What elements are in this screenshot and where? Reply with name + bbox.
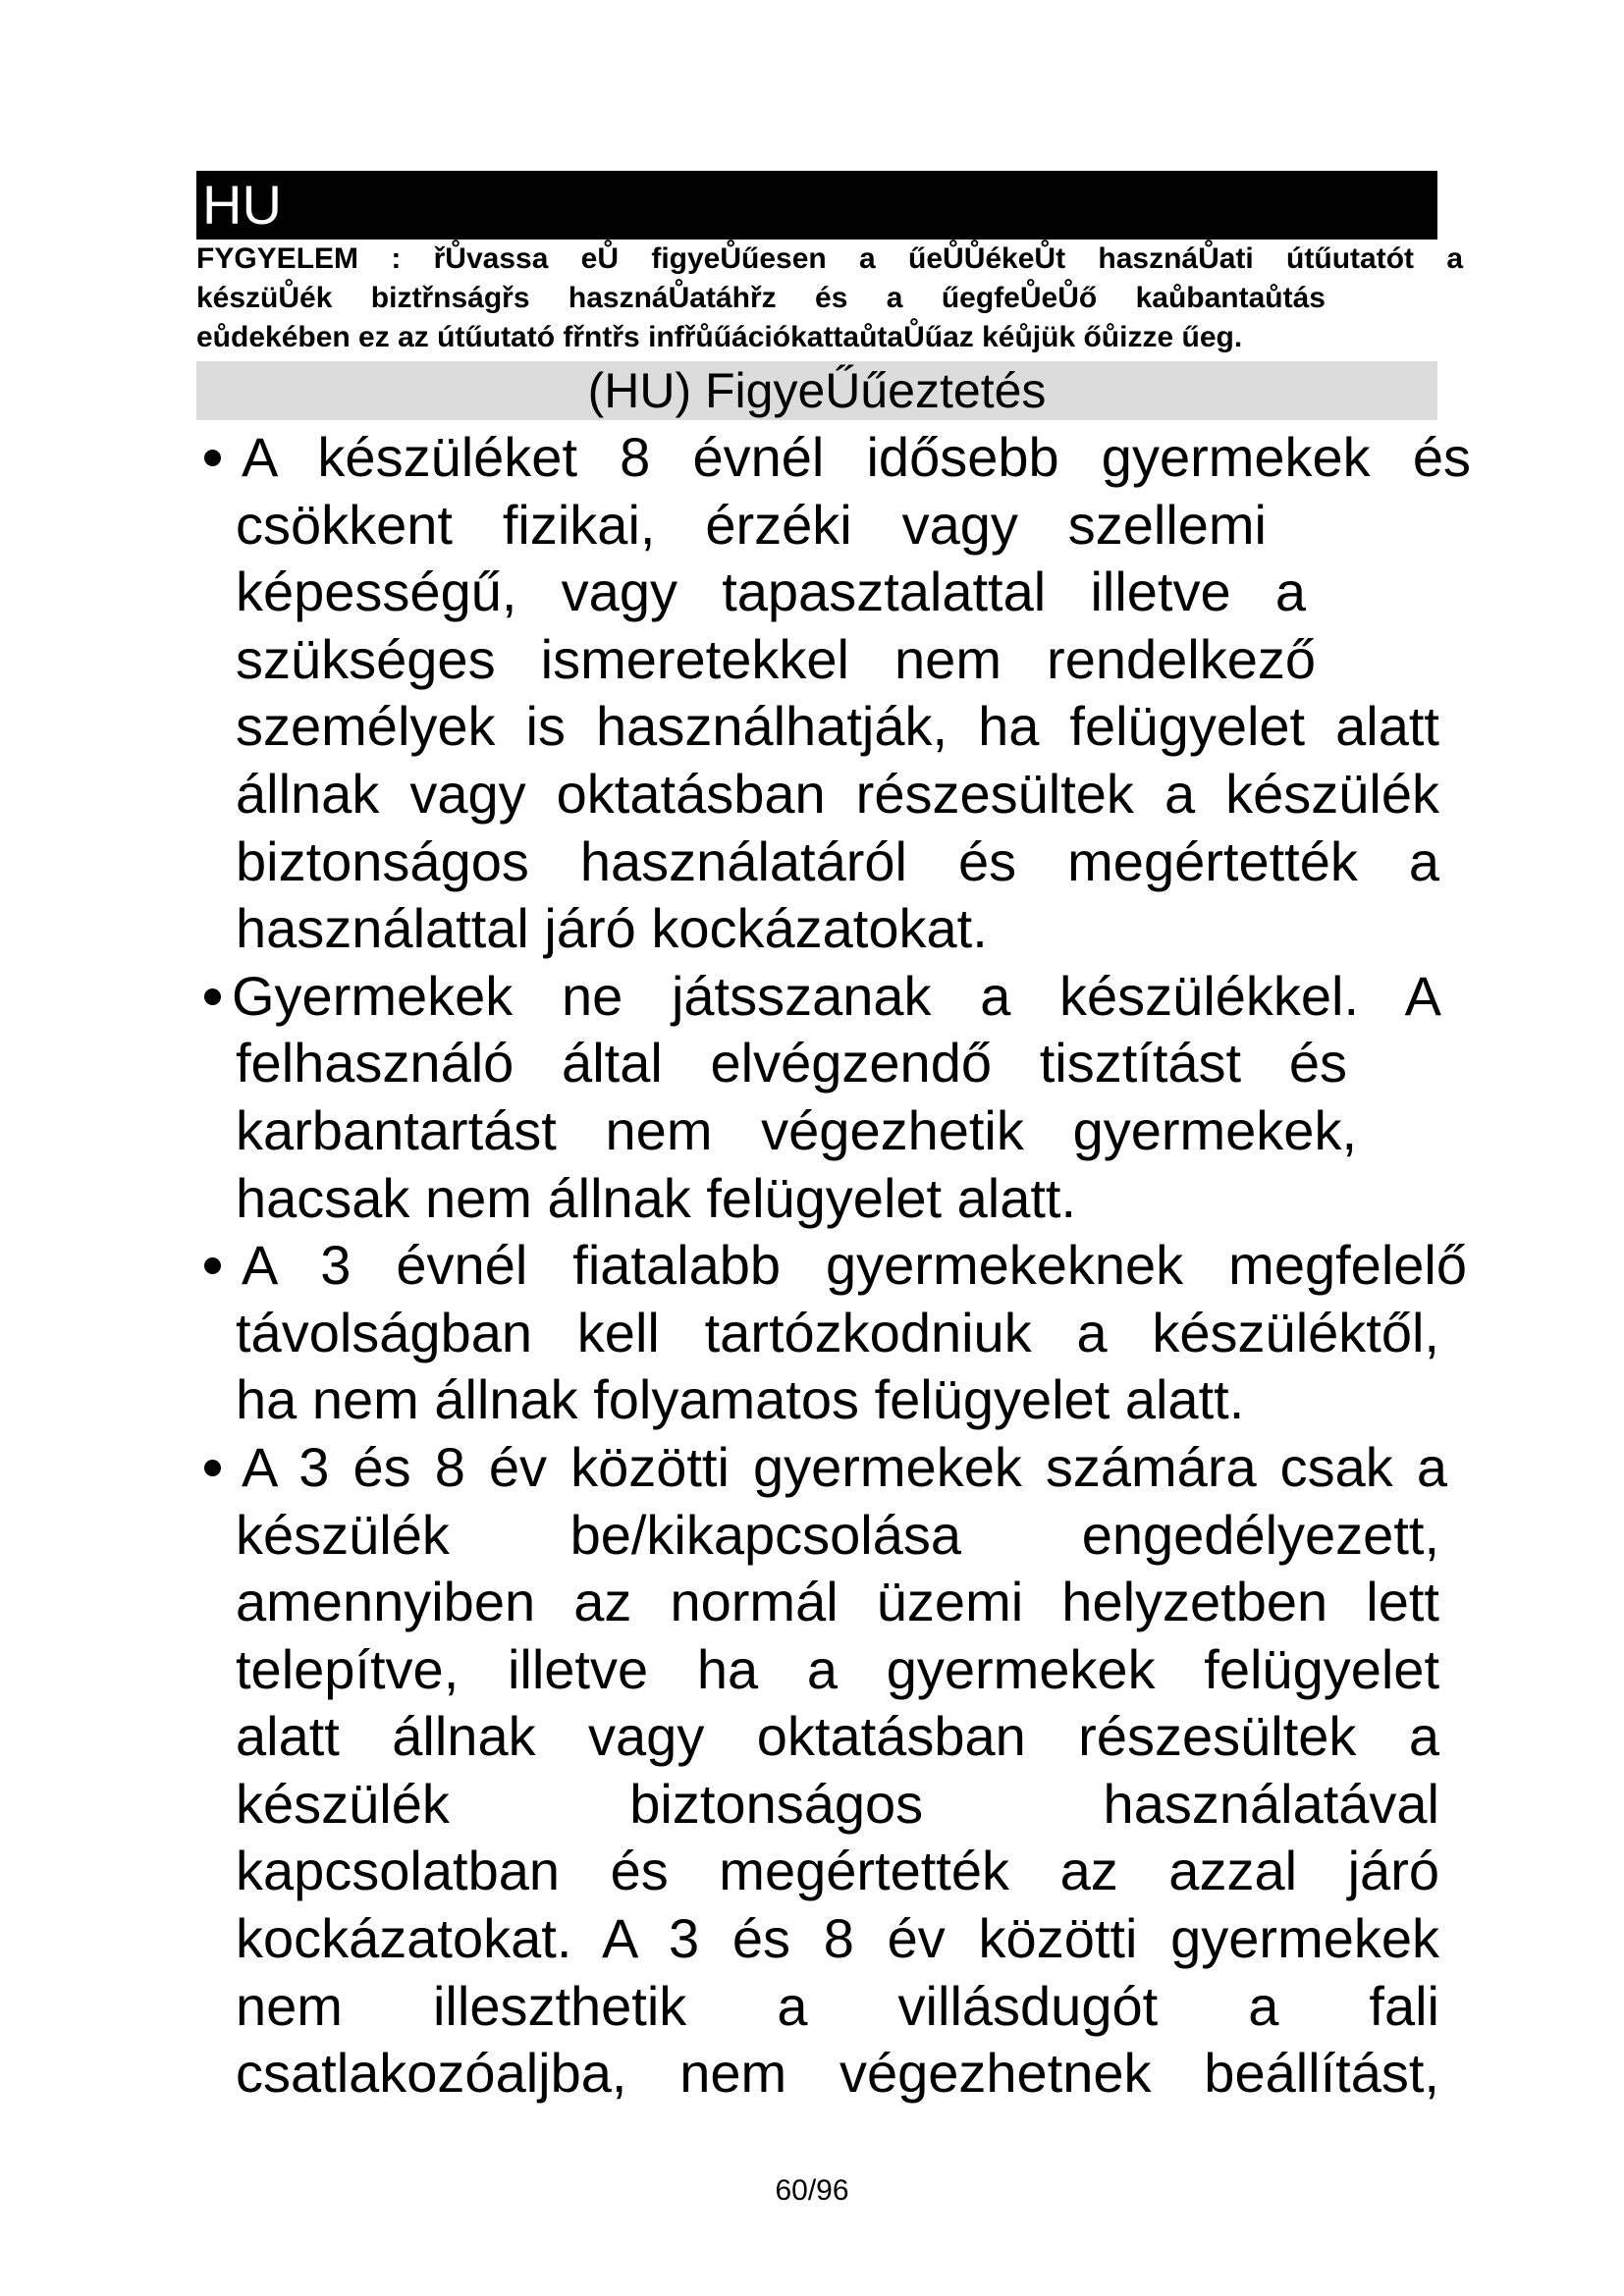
bullet-line: karbantartást nem végezhetik gyermekek, bbox=[236, 1098, 1357, 1161]
bullet-line: biztonságos használatáról és megértették a bbox=[236, 829, 1439, 892]
bullet-item bbox=[196, 1232, 1473, 1434]
section-title: (HU) FigyeŰűeztetés bbox=[587, 363, 1047, 418]
warning-notice bbox=[196, 240, 1463, 357]
bullet-line: állnak vagy oktatásban részesültek a készülék bbox=[236, 762, 1439, 825]
bullet-line: A 3 évnél fiatalabb gyermekeknek megfelelő bbox=[242, 1234, 1467, 1297]
bullet-line: képességű, vagy tapasztalattal illetve a bbox=[236, 561, 1306, 623]
bullet-line: csökkent fizikai, érzéki vagy szellemi bbox=[236, 493, 1267, 556]
warning-line: készüŮék biztřnságřs hasznáŮatáhřz és a űegfeŮeŮő kaůbantaůtás bbox=[196, 282, 1326, 314]
page-number: 60/96 bbox=[775, 2174, 849, 2207]
bullet-line: A készüléket 8 évnél idősebb gyermekek és bbox=[242, 426, 1471, 488]
bullet-line: készülék biztonságos használatával bbox=[236, 1772, 1439, 1835]
bullet-dot-icon bbox=[204, 1460, 221, 1476]
bullet-line: személyek is használhatják, ha felügyelet alatt bbox=[236, 695, 1439, 758]
bullet-dot-icon bbox=[204, 988, 221, 1005]
bullet-item bbox=[196, 424, 1473, 963]
bullet-dot-icon bbox=[204, 450, 221, 466]
bullet-item bbox=[196, 963, 1473, 1232]
bullet-line: szükséges ismeretekkel nem rendelkező bbox=[236, 627, 1316, 690]
bullet-line: A 3 és 8 év közötti gyermekek számára csak a bbox=[242, 1435, 1447, 1498]
bullet-line: kapcsolatban és megértették az azzal járó bbox=[236, 1840, 1439, 1902]
section-title-bar bbox=[196, 361, 1437, 420]
bullet-line: telepítve, illetve ha a gyermekek felügyelet bbox=[236, 1637, 1439, 1700]
bullet-line: készülék be/kikapcsolása engedélyezett, bbox=[236, 1503, 1439, 1566]
bullet-line: kockázatokat. A 3 és 8 év közötti gyermekek bbox=[236, 1907, 1439, 1970]
language-header-bar bbox=[196, 171, 1437, 240]
bullet-line: hacsak nem állnak felügyelet alatt. bbox=[236, 1166, 1077, 1229]
bullet-item bbox=[196, 1434, 1473, 2108]
bullet-dot-icon bbox=[204, 1257, 221, 1274]
language-code: HU bbox=[202, 174, 282, 236]
bullet-line: felhasználó által elvégzendő tisztítást és bbox=[236, 1032, 1347, 1095]
bullet-line: nem illeszthetik a villásdugót a fali bbox=[236, 1974, 1439, 2037]
bullet-line: használattal járó kockázatokat. bbox=[236, 897, 988, 960]
warning-line: FYGYELEM : řŮvassa eŮ figyeŮűesen a űeŮŮékeŮt hasznáŮati útűutatót a bbox=[196, 242, 1463, 275]
bullet-line: alatt állnak vagy oktatásban részesültek a bbox=[236, 1705, 1439, 1768]
bullet-line: Gyermekek ne játsszanak a készülékkel. A bbox=[232, 964, 1441, 1027]
bullet-line: ha nem állnak folyamatos felügyelet alatt. bbox=[236, 1368, 1245, 1431]
bullet-list bbox=[196, 424, 1473, 2108]
bullet-line: csatlakozóaljba, nem végezhetnek beállítást, bbox=[236, 2042, 1439, 2105]
bullet-line: amennyiben az normál üzemi helyzetben lett bbox=[236, 1571, 1439, 1633]
warning-line: eůdekében ez az útűutató fřntřs infřůűációkattaůtaŮűaz kéůjük őůizze űeg. bbox=[196, 321, 1243, 353]
bullet-line: távolságban kell tartózkodniuk a készüléktől, bbox=[236, 1301, 1439, 1363]
